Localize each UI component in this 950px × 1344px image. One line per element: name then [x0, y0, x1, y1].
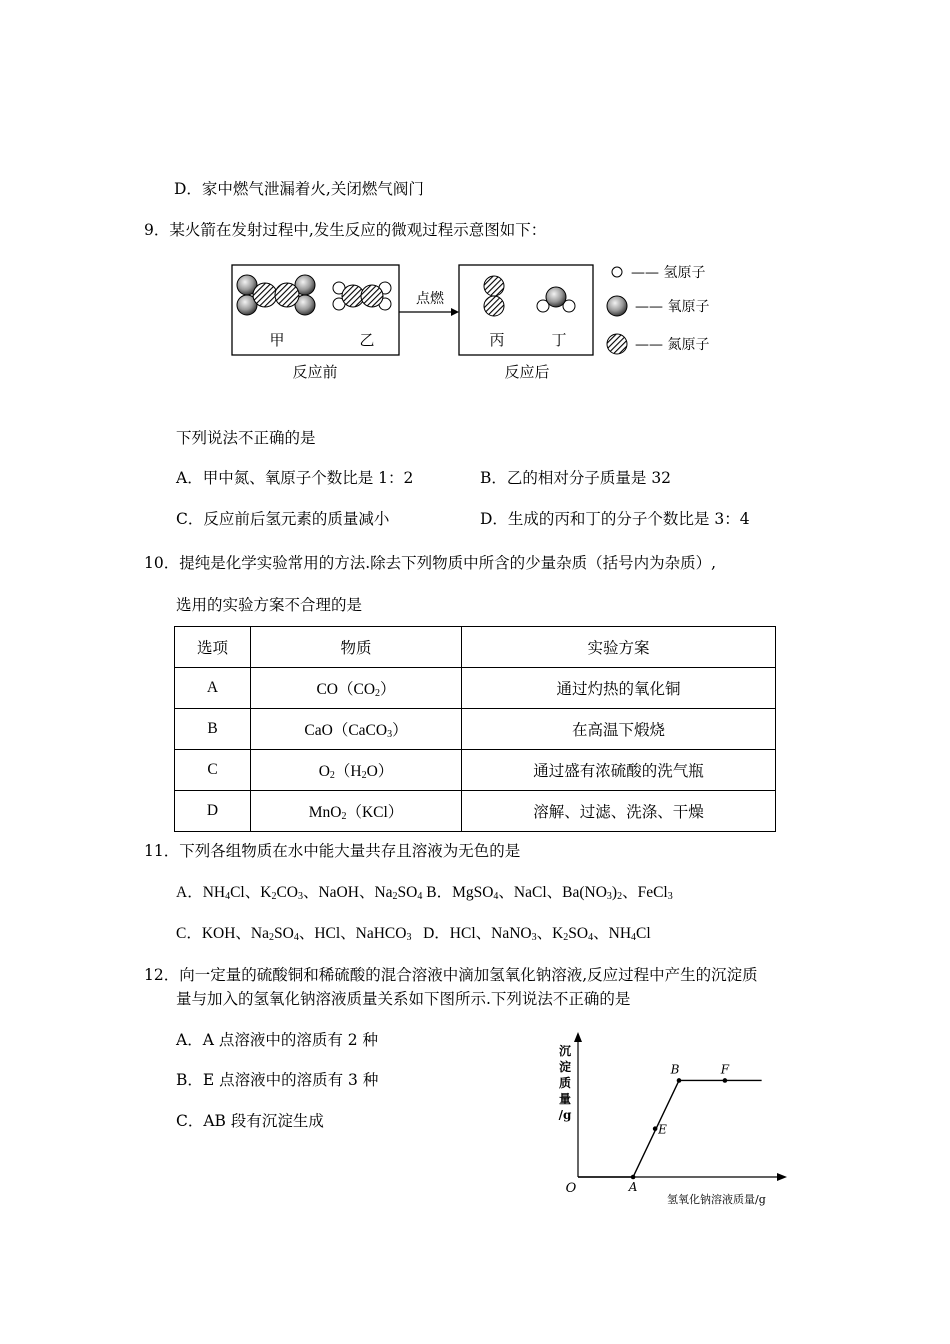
- table-row: [175, 791, 776, 832]
- table-cell-substance: $CO(CO_2)$: [251, 668, 462, 709]
- nitrogen-atom-icon: [607, 334, 627, 354]
- precipitate-chart: [555, 1025, 800, 1210]
- table-row: [175, 709, 776, 750]
- y-axis-label-char: /g: [558, 1108, 572, 1122]
- oxygen-atom-icon: [607, 296, 627, 316]
- ding-label: 丁: [551, 331, 567, 349]
- table-cell-option: D: [175, 791, 251, 832]
- table-cell-method: 通过盛有浓硫酸的洗气瓶: [462, 750, 776, 791]
- point-label-a: A: [628, 1180, 638, 1194]
- table-header: 选项: [175, 627, 251, 668]
- table-cell-option: C: [175, 750, 251, 791]
- q10-stem-line1: 10．提纯是化学实验常用的方法.除去下列物质中所含的少量杂质（括号内为杂质）,: [144, 554, 717, 572]
- after-caption: 反应后: [504, 363, 550, 381]
- point-f: [723, 1078, 728, 1083]
- x-axis-arrow-icon: [777, 1173, 787, 1181]
- point-label-b: B: [670, 1062, 680, 1077]
- x-axis-label: 氢氧化钠溶液质量/g: [667, 1193, 766, 1206]
- legend-oxygen: —— 氧原子: [635, 299, 710, 315]
- reaction-diagram: [225, 255, 735, 385]
- y-axis-label-char: 淀: [558, 1060, 572, 1074]
- q12-stem-line1: 12．向一定量的硫酸铜和稀硫酸的混合溶液中滴加氢氧化钠溶液,反应过程中产生的沉淀质: [144, 966, 758, 984]
- q9-stem: 9．某火箭在发射过程中,发生反应的微观过程示意图如下：: [144, 221, 547, 239]
- point-label-f: F: [720, 1062, 730, 1077]
- y-axis-label-char: 沉: [558, 1044, 572, 1058]
- table-cell-method: 通过灼热的氧化铜: [462, 668, 776, 709]
- legend-hydrogen: —— 氢原子: [631, 265, 706, 281]
- table-cell-substance: $O_2(H_2O)$: [251, 750, 462, 791]
- table-header: 物质: [251, 627, 462, 668]
- q12-option-c: C．AB 段有沉淀生成: [176, 1112, 324, 1130]
- before-caption: 反应前: [292, 363, 338, 381]
- table-cell-option: B: [175, 709, 251, 750]
- table-cell-option: A: [175, 668, 251, 709]
- table-cell-method: 在高温下煅烧: [462, 709, 776, 750]
- q12-option-a: A．A 点溶液中的溶质有 2 种: [176, 1031, 379, 1049]
- q11-stem: 11．下列各组物质在水中能大量共存且溶液为无色的是: [144, 842, 521, 860]
- table-cell-substance: CaO（CaCO$_3$）: [251, 709, 462, 750]
- hydrogen-atom-icon: [612, 267, 622, 277]
- q11-options-line2: C．KOH、$Na_2SO_4$、HCl、NaHCO$_3$ D．HCl、NaNO$_3$、$K_2SO_4$、$NH_4Cl$: [176, 925, 651, 943]
- arrow-condition: 点燃: [416, 291, 444, 307]
- bing-molecule: [484, 276, 504, 316]
- arrow-head-icon: [451, 308, 459, 316]
- q9-option-b: B．乙的相对分子质量是 32: [480, 469, 672, 487]
- point-b: [677, 1078, 682, 1083]
- jia-label: 甲: [269, 331, 285, 349]
- q9-option-d: D．生成的丙和丁的分子个数比是 3：4: [480, 510, 750, 528]
- table-cell-substance: MnO$_2$（KCl）: [251, 791, 462, 832]
- y-axis-arrow-icon: [574, 1032, 582, 1042]
- q10-stem-line2: 选用的实验方案不合理的是: [176, 596, 363, 614]
- y-axis-label-char: 量: [558, 1092, 572, 1106]
- table-row: [175, 668, 776, 709]
- y-axis-label-char: 质: [558, 1076, 572, 1090]
- q12-stem-line2: 量与加入的氢氧化钠溶液质量关系如下图所示.下列说法不正确的是: [176, 990, 631, 1008]
- series-line: [578, 1080, 762, 1177]
- point-a: [631, 1175, 636, 1180]
- table-header-row: [175, 627, 776, 668]
- point-label-e: E: [658, 1122, 667, 1137]
- table-row: [175, 750, 776, 791]
- y-axis-label: [559, 1043, 572, 1122]
- q9-option-c: C．反应前后氢元素的质量减小: [176, 510, 390, 528]
- yi-label: 乙: [359, 331, 375, 349]
- bing-label: 丙: [489, 331, 505, 349]
- legend-nitrogen: —— 氮原子: [635, 337, 710, 353]
- yi-molecule: [333, 282, 391, 310]
- table-cell-method: 溶解、过滤、洗涤、干燥: [462, 791, 776, 832]
- origin-label: O: [565, 1181, 577, 1196]
- ding-molecule: [537, 287, 575, 312]
- q11-options-line1: A．$NH_4Cl$、$K_2CO_3$、NaOH、$Na_2SO_4$ B．MgSO$_4$、NaCl、$Ba(NO_3)_2$、FeCl$_3$: [176, 884, 673, 902]
- q9-option-a: A．甲中氮、氧原子个数比是 1：2: [176, 469, 414, 487]
- jia-molecule: [237, 275, 315, 315]
- point-e: [653, 1126, 658, 1131]
- q8-option-d: D．家中燃气泄漏着火,关闭燃气阀门: [174, 180, 424, 198]
- purification-table: [174, 626, 776, 832]
- table-header: 实验方案: [462, 627, 776, 668]
- q9-question: 下列说法不正确的是: [176, 429, 316, 447]
- q12-option-b: B．E 点溶液中的溶质有 3 种: [176, 1071, 379, 1089]
